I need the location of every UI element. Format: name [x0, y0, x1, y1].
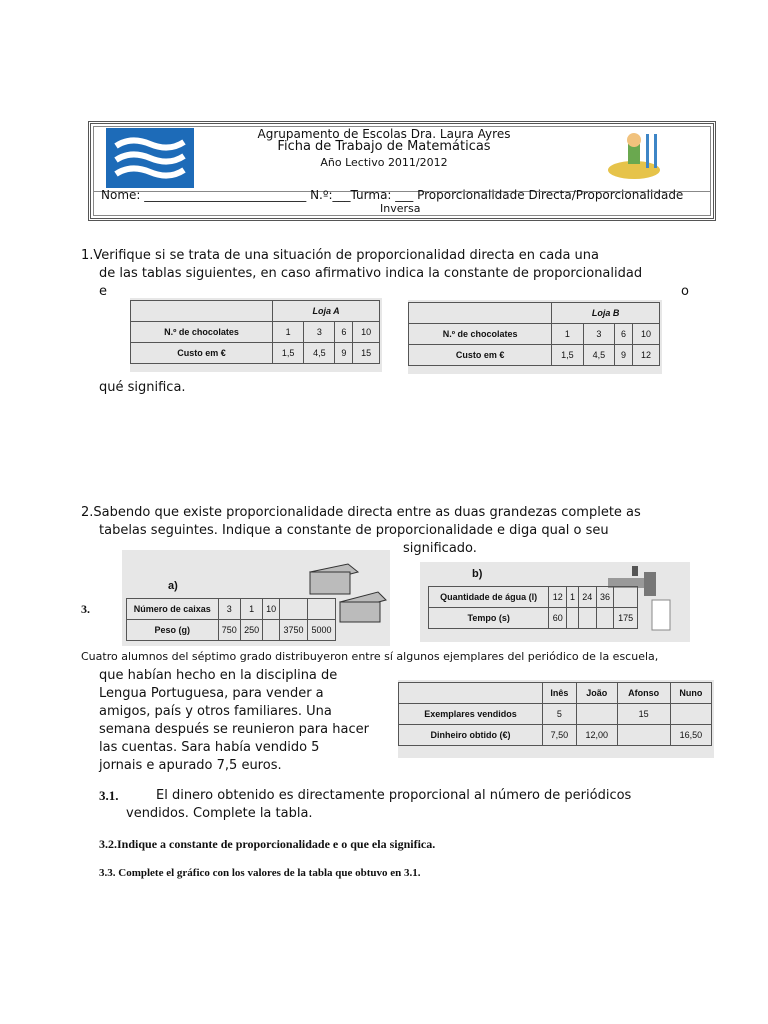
table-cell: 9 [335, 343, 353, 364]
table-cell: Afonso [617, 683, 670, 704]
table-cell: 1 [567, 587, 579, 608]
table-cell: 16,50 [670, 725, 711, 746]
table-cell [308, 599, 336, 620]
table-loja-a [130, 298, 382, 372]
table-cell: 3 [304, 322, 335, 343]
table-cell: Custo em € [131, 343, 273, 364]
table-cell: 1 [552, 324, 583, 345]
loja-b-title: Loja B [591, 308, 620, 318]
table-2a-panel [122, 550, 390, 646]
school-year: Año Lectivo 2011/2012 [320, 156, 448, 169]
table-3-panel [398, 680, 714, 758]
table-cell: Inês [542, 683, 576, 704]
table-cell: Peso (g) [127, 620, 219, 641]
q3-line6: jornais e apurado 7,5 euros. [99, 758, 282, 773]
table-cell [567, 608, 579, 629]
table-cell [399, 683, 543, 704]
table-cell: 12 [633, 345, 660, 366]
table-2b-panel [420, 562, 690, 642]
table-cell: 5 [542, 704, 576, 725]
table-cell [280, 599, 308, 620]
table-cell: 175 [614, 608, 638, 629]
table-cell: 250 [240, 620, 262, 641]
table-cell: 10 [353, 322, 380, 343]
q3-line2: Lengua Portuguesa, para vender a [99, 686, 324, 701]
table-cell: 12,00 [576, 725, 617, 746]
q3-number: 3. [81, 602, 90, 616]
table-cell: 3750 [280, 620, 308, 641]
q3-line5: las cuentas. Sara había vendido 5 [99, 740, 320, 755]
student-fields-line: Nome: ___________________________ N.º:___Turma: ___ Proporcionalidade Directa/Proporcionalidade [101, 188, 684, 202]
table-cell: 1,5 [273, 343, 304, 364]
school-name: Agrupamento de Escolas Dra. Laura Ayres [257, 127, 511, 141]
q31-text-2: vendidos. Complete la tabla. [126, 806, 313, 821]
q2-a-label: a) [168, 580, 178, 592]
table-cell: Exemplares vendidos [399, 704, 543, 725]
table-cell [617, 725, 670, 746]
table-cell: N.º de chocolates [409, 324, 552, 345]
table-cell: 750 [218, 620, 240, 641]
table-cell: 12 [549, 587, 567, 608]
q3-line1: que habían hecho en la disciplina de [99, 668, 338, 683]
table-cell: Nuno [670, 683, 711, 704]
table-cell: 4,5 [583, 345, 614, 366]
table-cell: Custo em € [409, 345, 552, 366]
table-cell: 3 [218, 599, 240, 620]
loja-a-title: Loja A [312, 306, 340, 316]
table-cell: 60 [549, 608, 567, 629]
q1-line2: de las tablas siguientes, en caso afirmativo indica la constante de proporcionalidad [99, 266, 643, 281]
table-cell: 4,5 [304, 343, 335, 364]
table-cell: 36 [596, 587, 614, 608]
q2-line3: significado. [403, 541, 477, 556]
table-cell: 6 [335, 322, 353, 343]
table-cell: N.º de chocolates [131, 322, 273, 343]
table-cell: 6 [615, 324, 633, 345]
table-cell: 10 [263, 599, 280, 620]
q2-line2: tabelas seguintes. Indique a constante de proporcionalidade e diga qual o seu [99, 523, 609, 538]
table-cell: 5000 [308, 620, 336, 641]
student-fields-line-2: Inversa [380, 202, 421, 215]
q33-text: 3.3. Complete el gráfico con los valores de la tabla que obtuvo en 3.1. [99, 867, 421, 879]
table-cell: Tempo (s) [429, 608, 549, 629]
table-cell [614, 587, 638, 608]
q3-line4: semana después se reunieron para hacer [99, 722, 369, 737]
table-cell: Número de caixas [127, 599, 219, 620]
q3-intro: Cuatro alumnos del séptimo grado distribuyeron entre sí algunos ejemplares del periódico de la escuela, [81, 650, 659, 663]
table-cell: 3 [583, 324, 614, 345]
table-cell: 7,50 [542, 725, 576, 746]
table-cell [596, 608, 614, 629]
table-cell [578, 608, 596, 629]
table-cell: 15 [617, 704, 670, 725]
q1-line3b: o [681, 284, 689, 299]
q2-line1: 2.Sabendo que existe proporcionalidade directa entre as duas grandezas complete as [81, 505, 641, 520]
q32-text: 3.2.Indique a constante de proporcionalidade e o que ela significa. [99, 837, 436, 851]
table-cell [576, 704, 617, 725]
worksheet-title: Ficha de Trabajo de Matemáticas [277, 139, 491, 154]
table-cell: Quantidade de água (l) [429, 587, 549, 608]
q3-line3: amigos, país y otros familiares. Una [99, 704, 332, 719]
table-cell: 10 [633, 324, 660, 345]
q31-text: El dinero obtenido es directamente proporcional al número de periódicos [156, 788, 632, 803]
q1-line1: 1.Verifique si se trata de una situación de proporcionalidad directa en cada una [81, 248, 600, 263]
q1-line4: qué significa. [99, 380, 186, 395]
q2-b-label: b) [472, 568, 483, 580]
table-cell [263, 620, 280, 641]
table-cell: 15 [353, 343, 380, 364]
table-loja-b [408, 300, 662, 374]
table-cell: 1 [240, 599, 262, 620]
table-cell: 1,5 [552, 345, 583, 366]
q1-line3a: e [99, 284, 107, 299]
table-cell: 1 [273, 322, 304, 343]
table-cell: 24 [578, 587, 596, 608]
table-cell: João [576, 683, 617, 704]
table-cell: Dinheiro obtido (€) [399, 725, 543, 746]
q31-number: 3.1. [99, 788, 119, 803]
table-cell: 9 [615, 345, 633, 366]
table-cell [670, 704, 711, 725]
